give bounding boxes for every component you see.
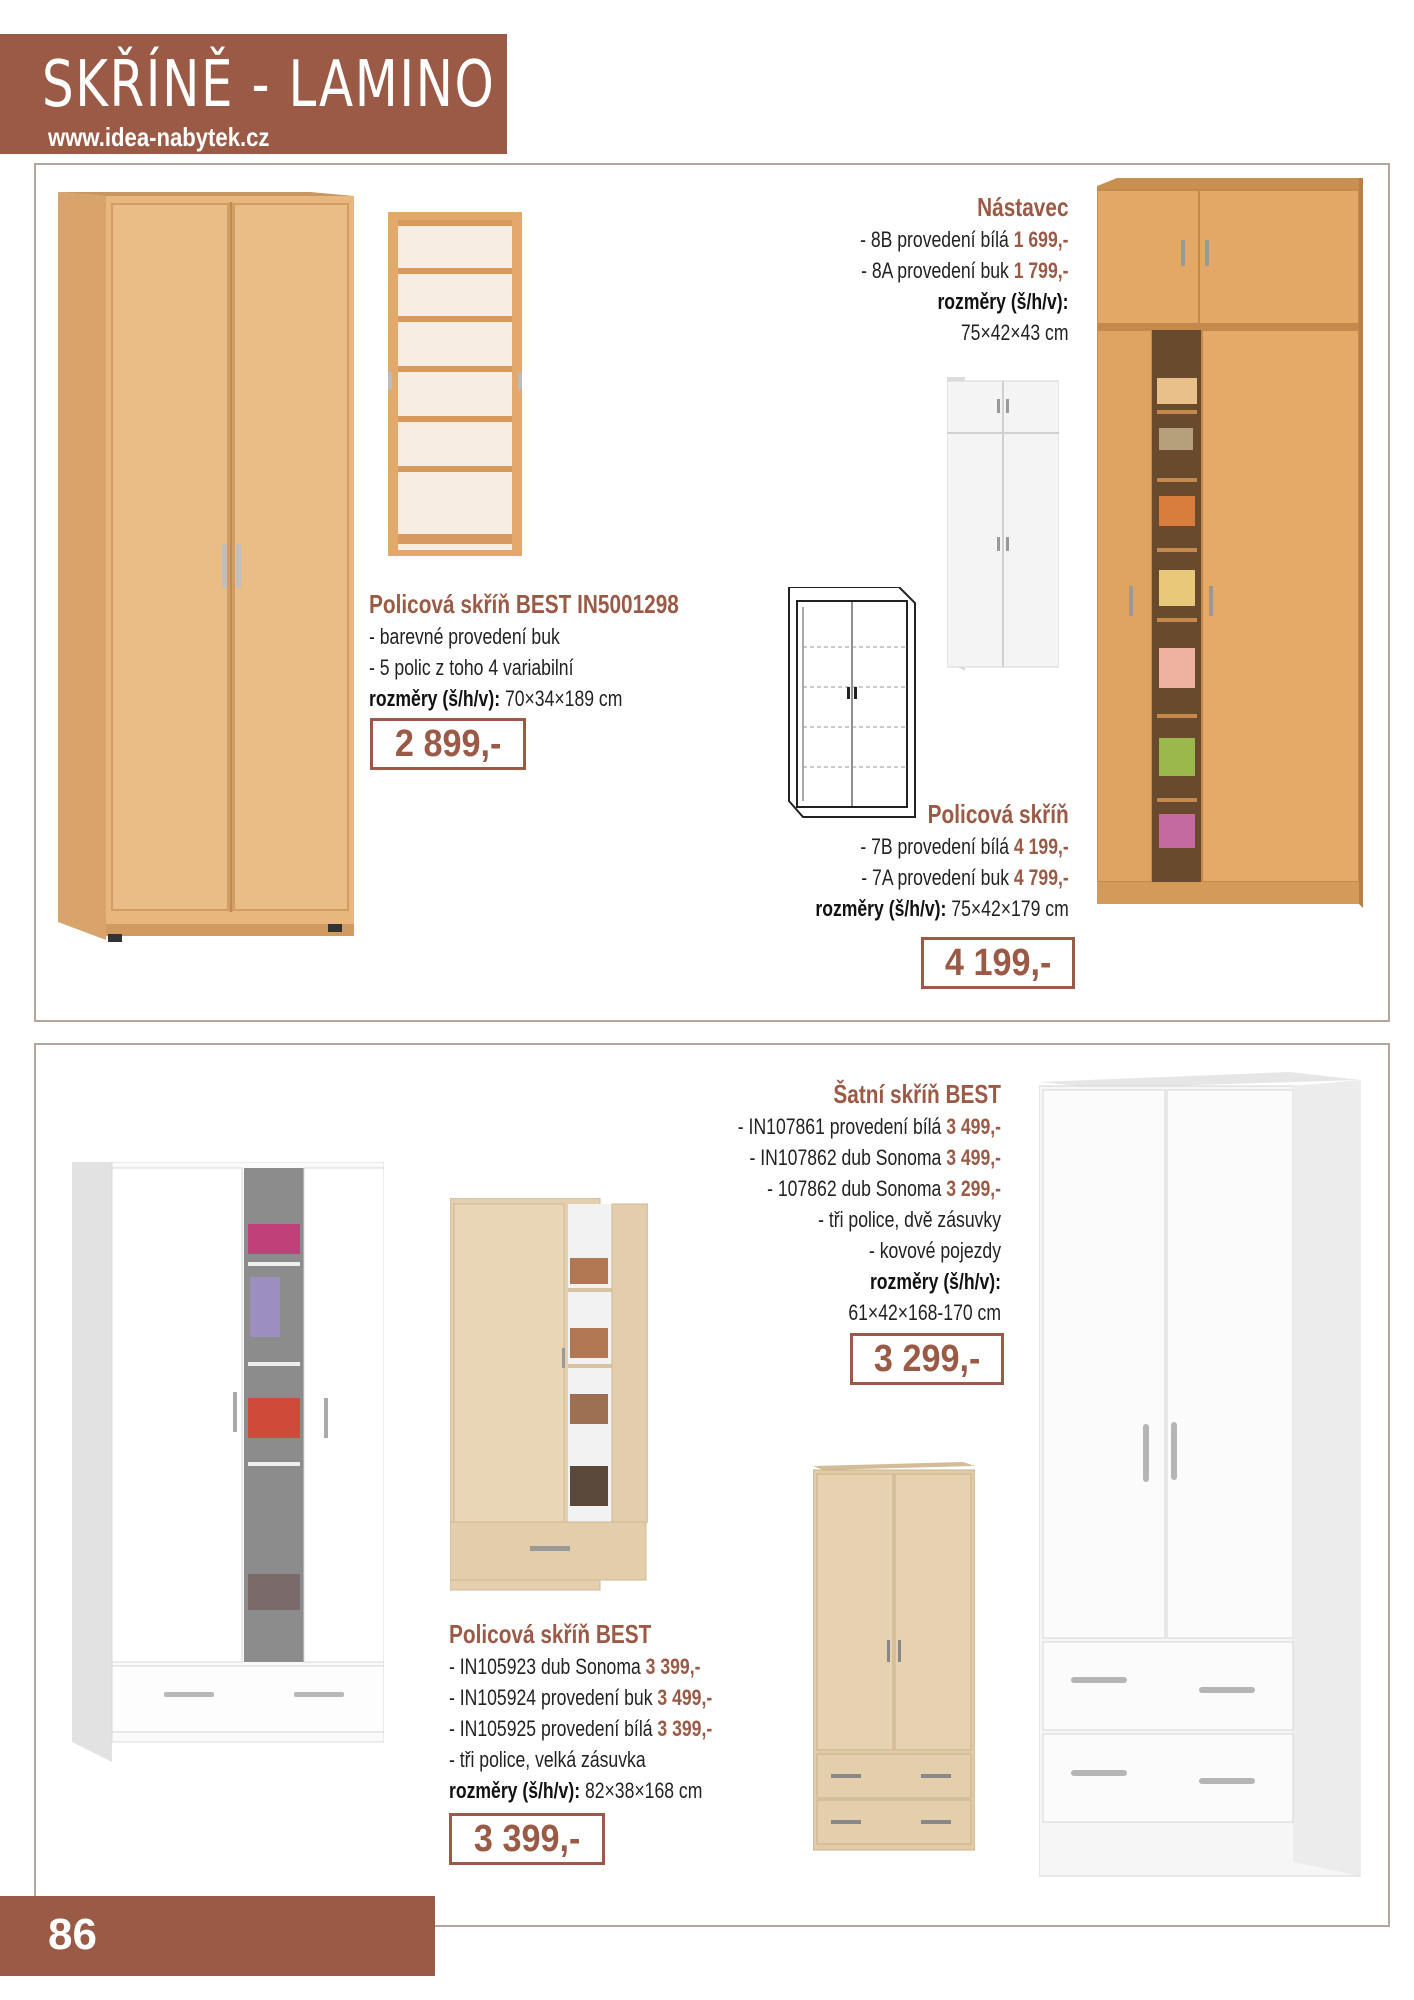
shelf-title: Policová skříň [927,799,1069,829]
best-shelf2-variant-1: - IN105923 dub Sonoma 3 399,- [449,1654,701,1679]
wardrobe-dims-value: 61×42×168-170 cm [848,1300,1001,1325]
best-shelf-title: Policová skříň BEST IN5001298 [369,589,679,619]
shelf-info [752,797,1069,924]
best-shelf2-price: 3 399,- [449,1813,605,1865]
best-shelf-dims-value: 70×34×189 cm [500,686,623,711]
shelf-variant-2: - 7A provedení buk 4 799,- [861,865,1069,890]
shelf-price: 4 199,- [921,937,1075,989]
best-shelf2-feature: - tři police, velká zásuvka [449,1747,646,1772]
nastavec-dims-label: rozměry (š/h/v): [937,289,1069,314]
white-wardrobe-open-image [72,1162,384,1766]
page-number: 86 [48,1910,97,1959]
white-cabinet-image [947,377,1059,673]
wardrobe-feature-1: - tři police, dvě zásuvky [818,1207,1001,1232]
best-shelf2-title: Policová skříň BEST [449,1619,652,1649]
best-shelf-price: 2 899,- [370,718,526,770]
wardrobe-feature-2: - kovové pojezdy [868,1238,1001,1263]
best-shelf-line-2: - 5 polic z toho 4 variabilní [369,655,574,680]
nastavec-title: Nástavec [977,192,1069,222]
nastavec-dims-value: 75×42×43 cm [961,320,1069,345]
best-shelf-dims [369,683,679,714]
open-shelf-image [388,212,522,560]
wardrobe-variant-1: - IN107861 provedení bílá 3 499,- [737,1114,1001,1139]
page-footer [0,1896,435,1976]
best-shelf2-variant-3: - IN105925 provedení bílá 3 399,- [449,1716,713,1741]
cabinet-line-drawing [787,587,917,819]
website-url[interactable]: www.idea-nabytek.cz [48,122,270,152]
wardrobe-variant-2: - IN107862 dub Sonoma 3 499,- [749,1145,1001,1170]
wardrobe-price: 3 299,- [850,1333,1004,1385]
best-shelf2-dims: rozměry (š/h/v): 82×38×168 cm [449,1778,703,1803]
white-wardrobe-large-image [1039,1072,1361,1882]
shelf-dims: rozměry (š/h/v): 75×42×179 cm [815,896,1069,921]
best-shelf2-variant-2: - IN105924 provedení buk 3 499,- [449,1685,713,1710]
wardrobe-dims-label: rozměry (š/h/v): [869,1269,1001,1294]
shelf-variant-1: - 7B provedení bílá 4 199,- [860,834,1069,859]
wardrobe-title: Šatní skříň BEST [833,1079,1001,1109]
best-shelf-line-1: - barevné provedení buk [369,624,560,649]
nastavec-variant-2: - 8A provedení buk 1 799,- [861,258,1069,283]
page-header [0,34,507,154]
best-shelf2-info [449,1617,778,1806]
page-title: SKŘÍNĚ - LAMINO [42,48,496,122]
sonoma-wardrobe-open-image [450,1198,648,1596]
nastavec-variant-1: - 8B provedení bílá 1 699,- [860,227,1069,252]
best-shelf-info [369,587,756,714]
beech-cabinet-image [58,192,358,942]
wardrobe-variant-3: - 107862 dub Sonoma 3 299,- [767,1176,1001,1201]
best-shelf-dims-label: rozměry (š/h/v): [369,686,501,711]
nastavec-info [808,190,1069,348]
sonoma-wardrobe-small-image [813,1462,975,1854]
wardrobe-info [672,1077,1001,1328]
tall-beech-cabinet-image [1097,178,1363,918]
